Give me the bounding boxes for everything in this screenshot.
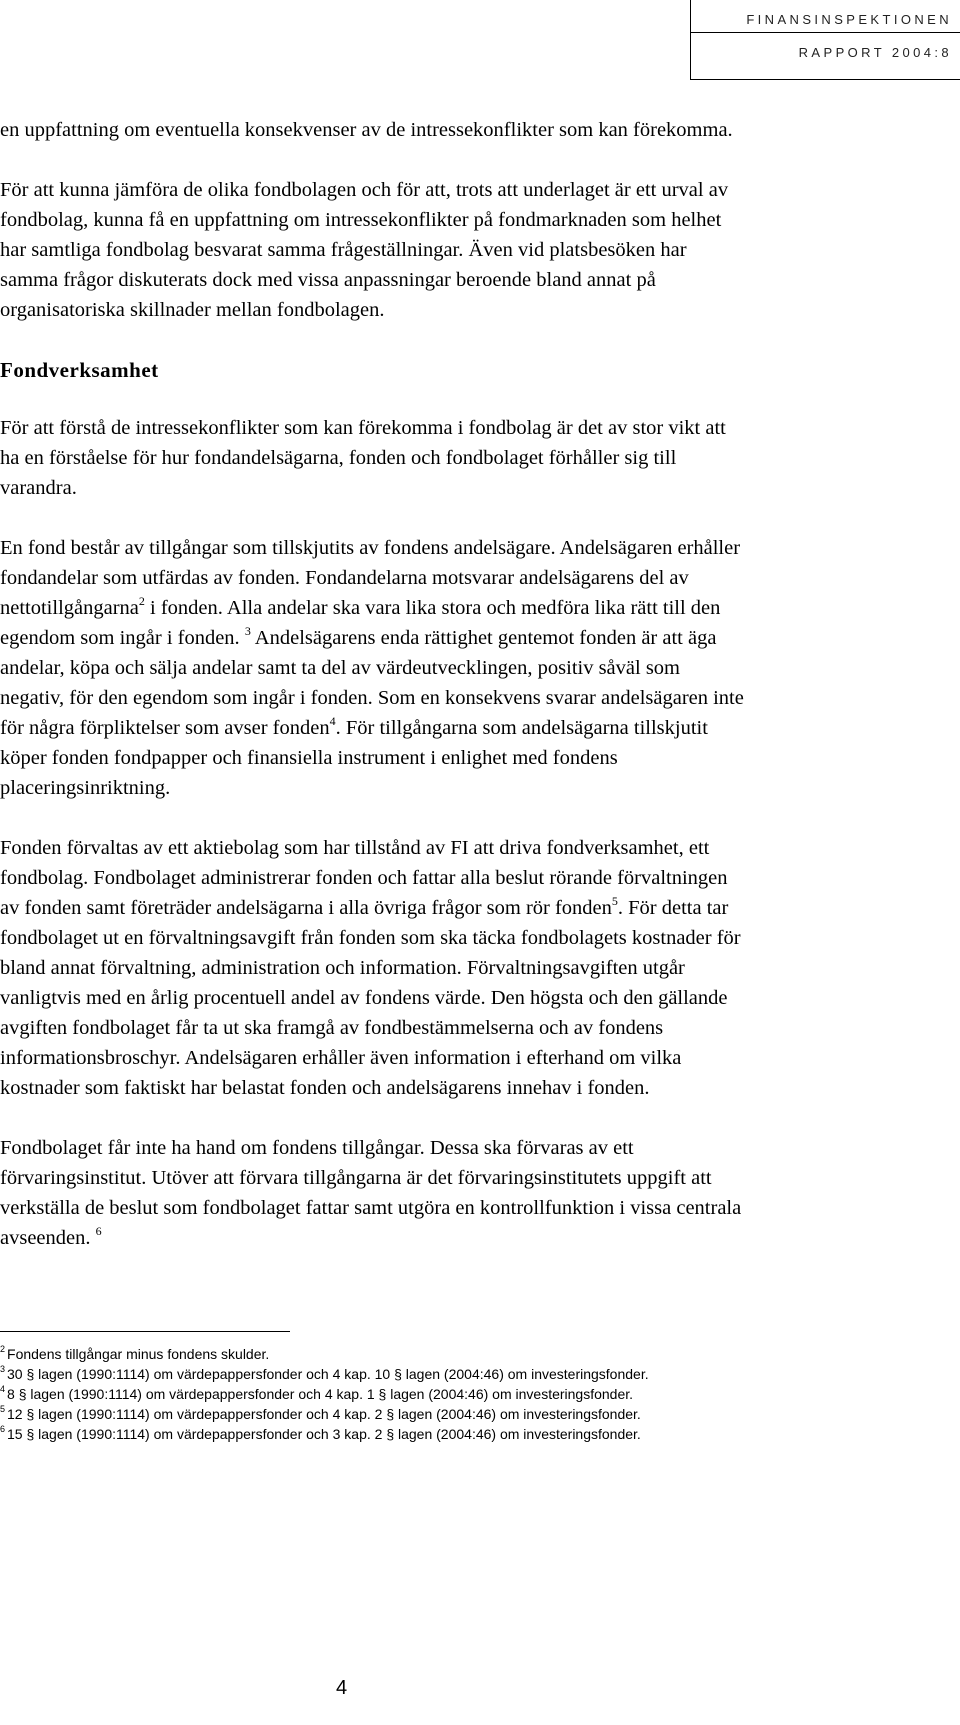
- footnote-item: [0, 1425, 700, 1443]
- footnote-item: [0, 1385, 700, 1403]
- footnote-text: Fondens tillgångar minus fondens skulder.: [7, 1346, 270, 1362]
- footnote-separator: [0, 1331, 290, 1332]
- footnote-number: 5: [0, 1404, 6, 1415]
- footnote-ref-2: 2: [138, 594, 145, 609]
- header-report-id: RAPPORT 2004:8: [798, 45, 952, 60]
- footnote-number: 2: [0, 1344, 6, 1355]
- document-body: [0, 115, 745, 1253]
- paragraph-5-part-b: . För detta tar fondbolaget ut en förvaltningsavgift från fonden som ska täcka fondbolagets kostnader för bland annat förvaltning, administration och information. Förvaltningsavgiften utgår vanligtvis med en årlig procentuell andel av fondens värde. Den högsta och den gällande avgiften fondbolaget får ta ut ska framgå av fondbestämmelserna och av fondens informationsbroschyr. Andelsägaren erhåller även information i efterhand om vilka kostnader som faktiskt har belastat fonden och andelsägarens innehav i fonden.: [0, 897, 741, 1099]
- footnote-number: 6: [0, 1424, 6, 1435]
- paragraph-2: För att kunna jämföra de olika fondbolagen och för att, trots att underlaget är ett urval av fondbolag, kunna få en uppfattning om intressekonflikter på fondmarknaden som helhet har samtliga fondbolag besvarat samma frågeställningar. Även vid platsbesöken har samma frågor diskuterats dock med vissa anpassningar beroende bland annat på organisatoriska skillnader mellan fondbolagen.: [0, 179, 729, 321]
- footnote-item: [0, 1345, 700, 1363]
- paragraph-6: [0, 1133, 745, 1253]
- footnote-ref-6: 6: [95, 1224, 102, 1239]
- paragraph-6-part-a: Fondbolaget får inte ha hand om fondens tillgångar. Dessa ska förvaras av ett förvaringsinstitut. Utöver att förvara tillgångarna är det förvaringsinstitutets uppgift att verkställa de beslut som fondbolaget fattar samt utgöra en kontrollfunktion i vissa centrala avseenden.: [0, 1137, 742, 1249]
- paragraph-5-part-a: Fonden förvaltas av ett aktiebolag som har tillstånd av FI att driva fondverksamhet, ett fondbolag. Fondbolaget administrerar fonden och fattar alla beslut rörande förvaltningen av fonden samt företräder andelsägarna i alla övriga frågor som rör fonden: [0, 837, 728, 919]
- paragraph-4-part-a: En fond består av tillgångar som tillskjutits av fondens andelsägare. Andelsägaren erhåller fondandelar som utfärdas av fonden. Fondandelarna motsvarar andelsägarens del av nettotillgångarna: [0, 537, 741, 619]
- paragraph-3: För att förstå de intressekonflikter som kan förekomma i fondbolag är det av stor vikt att ha en förståelse för hur fondandelsägarna, fonden och fondbolaget förhåller sig till varandra.: [0, 417, 726, 499]
- footnote-ref-4: 4: [329, 714, 336, 729]
- paragraph-4-part-b: i fonden. Alla andelar ska vara lika stora och medföra lika rätt till den egendom som ingår i fonden.: [0, 597, 721, 649]
- footnote-text: 8 § lagen (1990:1114) om värdepappersfonder och 4 kap. 1 § lagen (2004:46) om investeringsfonder.: [7, 1386, 634, 1402]
- paragraph-5: [0, 833, 745, 1103]
- footnotes: [0, 1345, 700, 1445]
- paragraph-1: en uppfattning om eventuella konsekvenser av de intressekonflikter som kan förekomma.: [0, 119, 733, 141]
- page-number: 4: [336, 1677, 348, 1699]
- paragraph-4-part-c: Andelsägarens enda rättighet gentemot fonden är att äga andelar, köpa och sälja andelar samt ta del av värdeutvecklingen, positiv såväl som negativ, för den egendom som ingår i fonden. Som en konsekvens svarar andelsägaren inte för några förpliktelser som avser fonden: [0, 627, 744, 739]
- footnote-item: [0, 1405, 700, 1423]
- footnote-text: 12 § lagen (1990:1114) om värdepappersfonder och 4 kap. 2 § lagen (2004:46) om investeringsfonder.: [7, 1406, 641, 1422]
- footnote-item: [0, 1365, 700, 1383]
- paragraph-4-part-d: . För tillgångarna som andelsägarna tillskjutit köper fonden fondpapper och finansiella instrument i enlighet med fondens placeringsinriktning.: [0, 717, 708, 799]
- footnote-text: 15 § lagen (1990:1114) om värdepappersfonder och 3 kap. 2 § lagen (2004:46) om investeringsfonder.: [7, 1426, 641, 1442]
- footnote-text: 30 § lagen (1990:1114) om värdepappersfonder och 4 kap. 10 § lagen (2004:46) om investeringsfonder.: [7, 1366, 649, 1382]
- footnote-ref-5: 5: [611, 894, 618, 909]
- header-org: FINANSINSPEKTIONEN: [746, 12, 952, 27]
- header-divider: [691, 32, 960, 33]
- report-header: [690, 0, 960, 80]
- paragraph-4: [0, 533, 745, 803]
- footnote-number: 4: [0, 1384, 6, 1395]
- footnote-number: 3: [0, 1364, 6, 1375]
- section-heading: Fondverksamhet: [0, 358, 159, 382]
- footnote-ref-3: 3: [244, 624, 251, 639]
- paragraph-6-spacer: [91, 1227, 96, 1249]
